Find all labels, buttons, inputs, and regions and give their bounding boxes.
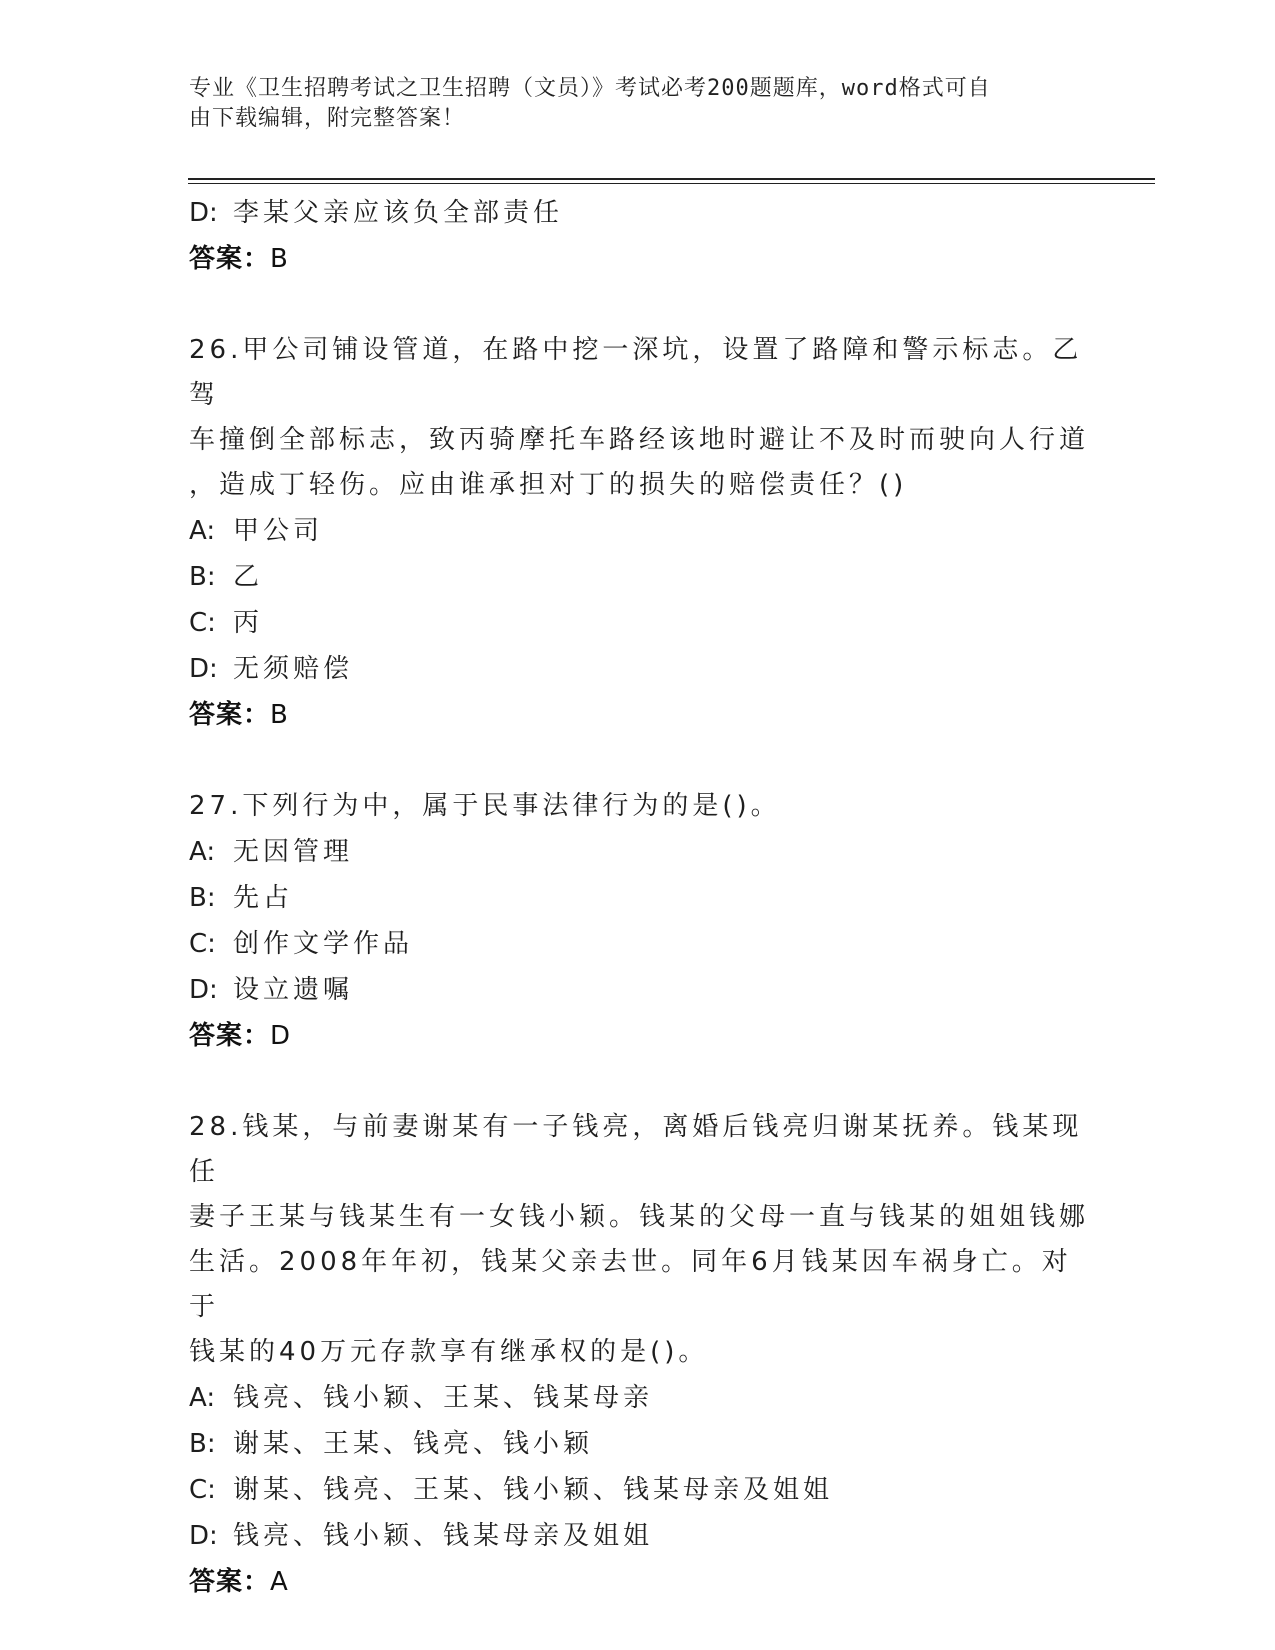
option-text: 无须赔偿 xyxy=(233,654,354,684)
stem-line: 26.甲公司铺设管道，在路中挖一深坑，设置了路障和警示标志。乙驾 xyxy=(189,335,1083,410)
question-28 xyxy=(189,1105,1089,1605)
question-27 xyxy=(189,784,1089,1059)
stem-line: 车撞倒全部标志，致丙骑摩托车路经该地时避让不及时而驶向人行道 xyxy=(189,425,1090,455)
option-text: 钱亮、钱小颖、王某、钱某母亲 xyxy=(233,1383,654,1413)
question-stem xyxy=(189,1105,1089,1375)
option-c xyxy=(189,921,1089,967)
question-26 xyxy=(189,328,1089,738)
option-text: 乙 xyxy=(233,562,264,592)
option-key: A: xyxy=(189,837,216,867)
answer-line xyxy=(189,692,1089,738)
option-d xyxy=(189,1513,1089,1559)
option-text: 谢某、钱亮、王某、钱小颖、钱某母亲及姐姐 xyxy=(233,1475,834,1505)
option-text: 谢某、王某、钱亮、钱小颖 xyxy=(233,1429,594,1459)
option-key: A: xyxy=(189,516,216,546)
option-text: 钱亮、钱小颖、钱某母亲及姐姐 xyxy=(233,1521,654,1551)
option-a xyxy=(189,1375,1089,1421)
option-key: C: xyxy=(189,1475,216,1505)
stem-line: ，造成丁轻伤。应由谁承担对丁的损失的赔偿责任？() xyxy=(189,470,908,500)
option-text: 先占 xyxy=(233,883,294,913)
answer-label: 答案： xyxy=(189,700,271,730)
answer-value: B xyxy=(270,244,289,274)
option-a xyxy=(189,508,1089,554)
header-rule-thick xyxy=(188,178,1155,180)
option-key: B: xyxy=(189,562,216,592)
question-stem xyxy=(189,784,1089,829)
stem-line: 钱某的40万元存款享有继承权的是()。 xyxy=(189,1337,709,1367)
option-key: B: xyxy=(189,1429,216,1459)
header-line-2: 由下载编辑，附完整答案！ xyxy=(189,106,466,131)
option-key: D: xyxy=(189,198,218,228)
answer-line xyxy=(189,1559,1089,1605)
answer-line xyxy=(189,236,1089,282)
option-c xyxy=(189,1467,1089,1513)
answer-value: A xyxy=(270,1567,289,1597)
option-c xyxy=(189,600,1089,646)
answer-label: 答案： xyxy=(189,1021,271,1051)
header-line-1: 专业《卫生招聘考试之卫生招聘（文员）》考试必考200题题库，word格式可自 xyxy=(189,76,991,101)
header-rule-thin xyxy=(188,183,1155,184)
answer-value: D xyxy=(270,1021,292,1051)
stem-line: 27.下列行为中，属于民事法律行为的是()。 xyxy=(189,791,781,821)
stem-line: 生活。2008年年初，钱某父亲去世。同年6月钱某因车祸身亡。对于 xyxy=(189,1247,1072,1322)
option-b xyxy=(189,875,1089,921)
option-text: 李某父亲应该负全部责任 xyxy=(233,198,564,228)
page-header xyxy=(189,74,1069,134)
option-key: D: xyxy=(189,654,218,684)
option-text: 创作文学作品 xyxy=(233,929,414,959)
document-body xyxy=(189,190,1089,1605)
answer-label: 答案： xyxy=(189,244,271,274)
option-key: A: xyxy=(189,1383,216,1413)
option-d xyxy=(189,967,1089,1013)
stem-line: 妻子王某与钱某生有一女钱小颖。钱某的父母一直与钱某的姐姐钱娜 xyxy=(189,1202,1090,1232)
answer-line xyxy=(189,1013,1089,1059)
answer-value: B xyxy=(270,700,289,730)
stem-line: 28.钱某，与前妻谢某有一子钱亮，离婚后钱亮归谢某抚养。钱某现任 xyxy=(189,1112,1083,1187)
option-a xyxy=(189,829,1089,875)
option-d xyxy=(189,646,1089,692)
option-d xyxy=(189,190,1089,236)
option-key: B: xyxy=(189,883,216,913)
option-text: 甲公司 xyxy=(233,516,324,546)
option-b xyxy=(189,1421,1089,1467)
option-text: 丙 xyxy=(233,608,264,638)
answer-label: 答案： xyxy=(189,1567,271,1597)
question-stem xyxy=(189,328,1089,508)
option-key: C: xyxy=(189,608,216,638)
option-key: D: xyxy=(189,1521,218,1551)
option-key: D: xyxy=(189,975,218,1005)
option-b xyxy=(189,554,1089,600)
option-text: 无因管理 xyxy=(233,837,354,867)
option-key: C: xyxy=(189,929,216,959)
option-text: 设立遗嘱 xyxy=(233,975,354,1005)
